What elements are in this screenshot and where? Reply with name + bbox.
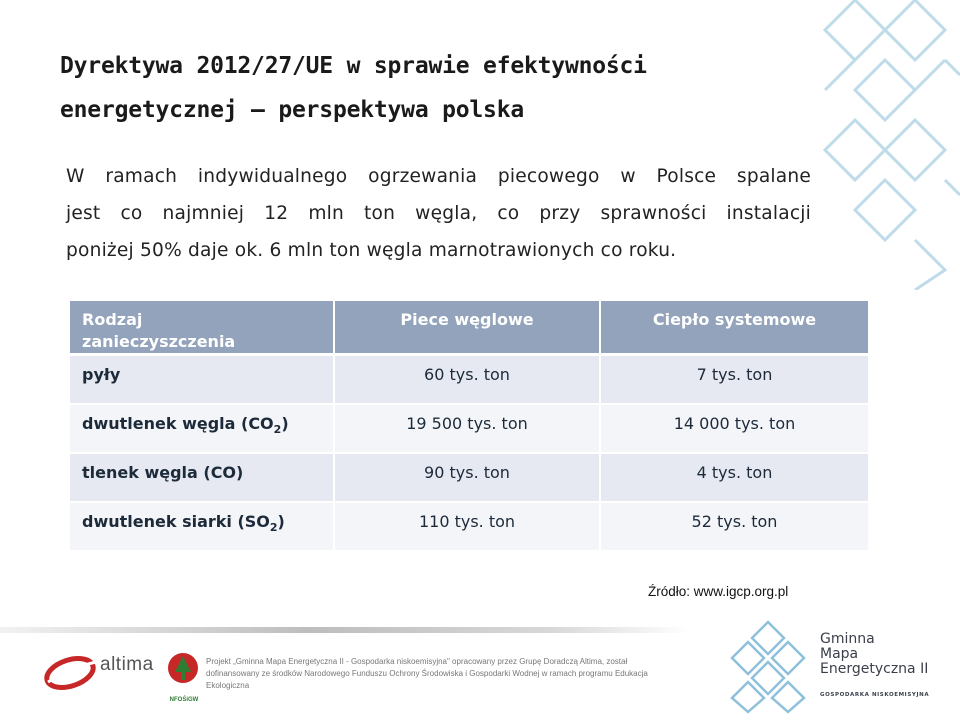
table-row — [70, 356, 868, 405]
row-label-subscript: 2 — [269, 521, 278, 535]
table-row — [70, 405, 868, 454]
row-district-value: 14 000 tys. ton — [601, 405, 868, 454]
paragraph-line-1: W ramach indywidualnego ogrzewania piecowego w Polsce spalane — [66, 166, 811, 187]
row-label-main: dwutlenek siarki (SO — [82, 512, 270, 531]
row-label — [70, 503, 335, 552]
title-line-2: energetycznej – perspektywa polska — [60, 97, 525, 123]
gme-logo-text — [820, 632, 928, 677]
row-label-subscript: 2 — [273, 423, 282, 437]
row-label-end: ) — [281, 414, 289, 433]
altima-logo-icon — [40, 648, 100, 694]
paragraph-line-2: jest co najmniej 12 mln ton węgla, co przy sprawności instalacji — [66, 203, 811, 224]
header-district-heating: Ciepło systemowe — [601, 301, 868, 356]
header-pollutant-line-2: zanieczyszczenia — [82, 332, 236, 351]
gme-logo-subtitle: GOSPODARKA NISKOEMISYJNA — [820, 692, 930, 698]
row-label-end: ) — [277, 512, 285, 531]
table-row — [70, 454, 868, 503]
gme-mesh-logo-icon — [722, 618, 814, 714]
title-line-1: Dyrektywa 2012/27/UE w sprawie efektywności — [60, 53, 647, 79]
row-district-value: 4 tys. ton — [601, 454, 868, 503]
nfosigw-logo-text: NFOŚiGW — [169, 697, 199, 703]
gme-line-1: Gminna — [820, 631, 875, 647]
row-furnaces-value: 19 500 tys. ton — [335, 405, 601, 454]
row-label: tlenek węgla (CO) — [70, 454, 335, 503]
row-furnaces-value: 90 tys. ton — [335, 454, 601, 503]
project-funding-note: Projekt „Gminna Mapa Energetyczna II - Gospodarka niskoemisyjna" opracowany przez Grupę Doradczą Altima, został dofinansowany ze środków Narodowego Funduszu Ochrony Środowiska i Gospodarki Wodnej w ramach programu Edukacja Ekologiczna — [206, 657, 648, 690]
row-furnaces-value: 60 tys. ton — [335, 356, 601, 405]
intro-paragraph — [66, 158, 811, 269]
row-district-value: 52 tys. ton — [601, 503, 868, 552]
emissions-table — [70, 301, 868, 552]
paragraph-line-3: poniżej 50% daje ok. 6 mln ton węgla marnotrawionych co roku. — [66, 240, 677, 261]
row-label — [70, 405, 335, 454]
table-header-row — [70, 301, 868, 356]
header-coal-furnaces: Piece węglowe — [335, 301, 601, 356]
row-label-main: dwutlenek węgla (CO — [82, 414, 274, 433]
footer-divider — [0, 627, 690, 633]
table-row — [70, 503, 868, 552]
decorative-mesh-graphic — [815, 0, 960, 290]
source-citation: Źródło: www.igcp.org.pl — [648, 584, 789, 599]
nfosigw-logo-icon — [165, 648, 201, 696]
gme-line-2: Mapa — [820, 646, 859, 662]
row-district-value: 7 tys. ton — [601, 356, 868, 405]
slide-title — [60, 44, 780, 132]
gme-line-3: Energetyczna II — [820, 661, 929, 677]
row-furnaces-value: 110 tys. ton — [335, 503, 601, 552]
row-label: pyły — [70, 356, 335, 405]
altima-logo-text: altima — [100, 654, 154, 675]
header-pollutant-type — [70, 301, 335, 356]
header-pollutant-line-1: Rodzaj — [82, 310, 143, 329]
